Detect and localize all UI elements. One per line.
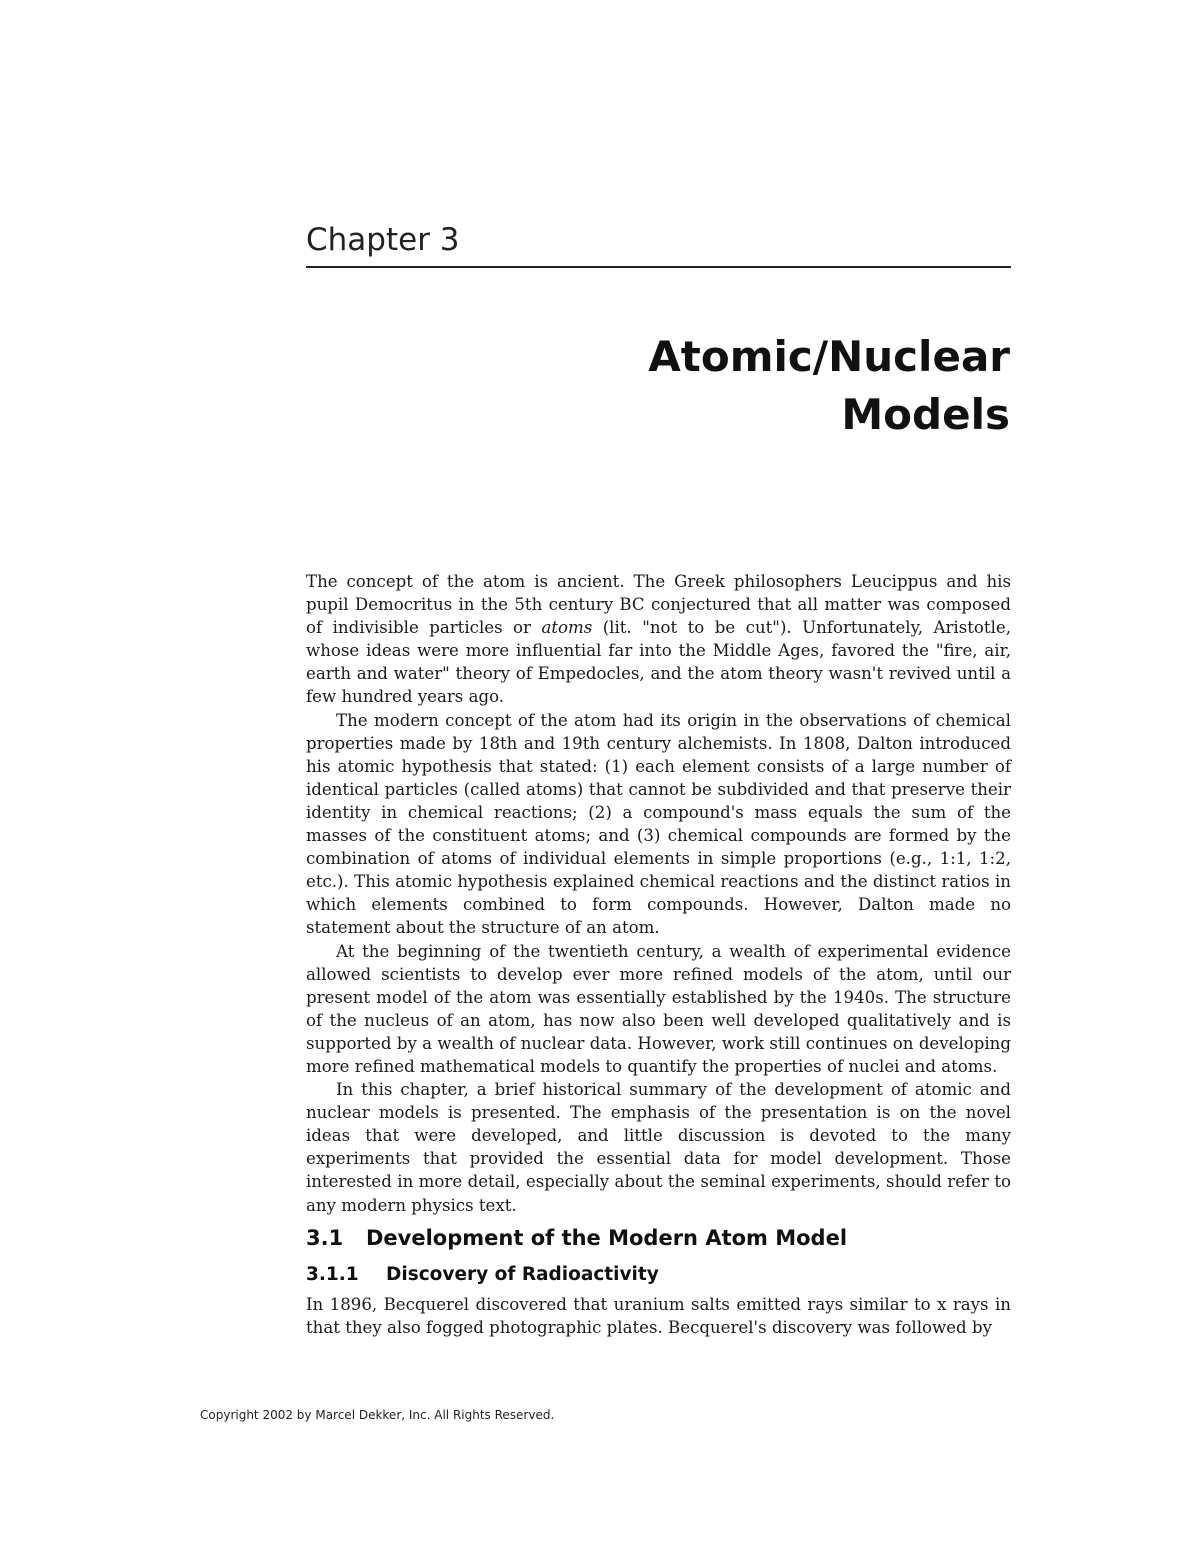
paragraph-5: In 1896, Becquerel discovered that uranium salts emitted rays similar to x rays in that they also fogged photographic plates. Becquerel's discovery was followed by bbox=[306, 1295, 1011, 1338]
chapter-title-line2: Models bbox=[841, 390, 1010, 439]
paragraph-4: In this chapter, a brief historical summary of the development of atomic and nuclear models is presented. The emphasis of the presentation is on the novel ideas that were developed, and little discussion is devoted to the many experiments that provided the essential data for model development. Those interested in more detail, especially about the seminal experiments, should refer to any modern physics text. bbox=[306, 1080, 1011, 1215]
paragraph-1-end: (lit. "not to be cut"). Unfortunately, Aristotle, whose ideas were more influential far into the Middle Ages, favored the "fire, air, earth and water" theory of Empedocles, and the atom theory wasn't revived until a few hundred years ago. bbox=[306, 618, 1011, 707]
section-text bbox=[306, 1293, 1011, 1339]
chapter-title-line1: Atomic/Nuclear bbox=[648, 332, 1010, 381]
section-title: Development of the Modern Atom Model bbox=[366, 1226, 848, 1250]
paragraph-2: The modern concept of the atom had its origin in the observations of chemical properties made by 18th and 19th century alchemists. In 1808, Dalton introduced his atomic hypothesis that stated: (1) each element consists of a large number of identical particles (called atoms) that cannot be subdivided and that preserve their identity in chemical reactions; (2) a compound's mass equals the sum of the masses of the constituent atoms; and (3) chemical compounds are formed by the combination of atoms of individual elements in simple proportions (e.g., 1:1, 1:2, etc.). This atomic hypothesis explained chemical reactions and the distinct ratios in which elements combined to form compounds. However, Dalton made no statement about the structure of an atom. bbox=[306, 710, 1011, 938]
chapter-title bbox=[648, 328, 1010, 444]
copyright-footer: Copyright 2002 by Marcel Dekker, Inc. All Rights Reserved. bbox=[200, 1408, 555, 1422]
paragraph-3: At the beginning of the twentieth century, a wealth of experimental evidence allowed scientists to develop ever more refined models of the atom, until our present model of the atom was essentially established by the 1940s. The structure of the nucleus of an atom, has now also been well developed qualitatively and is supported by a wealth of nuclear data. However, work still continues on developing more refined mathematical models to quantify the properties of nuclei and atoms. bbox=[306, 941, 1011, 1076]
subsection-title: Discovery of Radioactivity bbox=[386, 1264, 659, 1285]
section-heading bbox=[306, 1226, 847, 1250]
subsection-heading bbox=[306, 1264, 659, 1285]
section-number: 3.1 bbox=[306, 1226, 344, 1250]
chapter-rule bbox=[306, 266, 1011, 268]
intro-text bbox=[306, 570, 1011, 1217]
paragraph-1-start: The concept of the atom is ancient. The Greek philosophers Leucippus and his pupil Democritus in the 5th century BC conjectured that all matter was composed of indivisible particles or bbox=[306, 572, 1011, 638]
paragraph-1-italic: atoms bbox=[541, 618, 593, 638]
chapter-label: Chapter 3 bbox=[306, 222, 460, 258]
paragraph-1 bbox=[306, 570, 1011, 709]
subsection-number: 3.1.1 bbox=[306, 1264, 359, 1285]
